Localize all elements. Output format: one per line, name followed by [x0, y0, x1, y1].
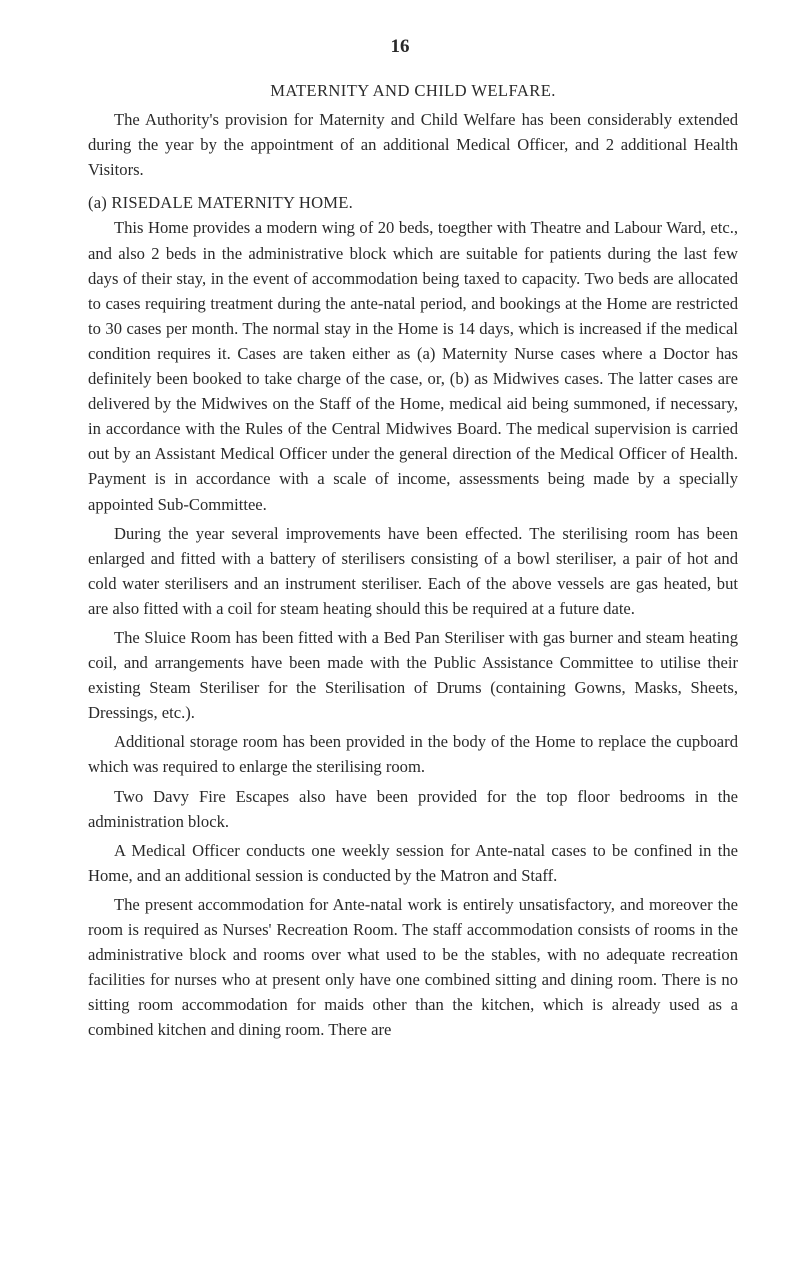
paragraph-sterilising-room: During the year several improvements have been effected. The sterilising room has been enlarged and fitted with a battery of sterilisers consisting of a bowl steriliser, a pair of hot and cold water sterilisers and an instrument steriliser. Each of the above vessels are gas heated, but are also fitted with a coil for steam heating should this be required at a future date.: [88, 523, 738, 618]
paragraph-accommodation: The present accommodation for Ante-natal work is entirely unsatisfactory, and moreover the room is required as Nurses' Recreation Room. The staff accommodation consists of rooms in the administrative block and rooms over what used to be the stables, with no adequate recreation facilities for nurses who at present only have one combined sitting and dining room. There is no sitting room accommodation for maids other than the kitchen, which is already used as a combined kitchen and dining room. There are: [88, 894, 738, 1040]
paragraph-fire-escapes: Two Davy Fire Escapes also have been provided for the top floor bedrooms in the administration block.: [88, 786, 738, 831]
paragraph-ante-natal-sessions: A Medical Officer conducts one weekly session for Ante-natal cases to be confined in the Home, and an additional session is conducted by the Matron and Staff.: [88, 840, 738, 885]
paragraph-storage-room: Additional storage room has been provided in the body of the Home to replace the cupboard which was required to enlarge the sterilising room.: [88, 732, 738, 777]
document-body: [88, 78, 738, 1042]
paragraph-home-description: This Home provides a modern wing of 20 beds, toegther with Theatre and Labour Ward, etc., and also 2 beds in the administrative block which are suitable for patients during the last few days of their stay, in the event of accommodation being taxed to capacity. Two beds are allocated to cases requiring treatment during the ante-natal period, and bookings at the Home are restricted to 30 cases per month. The normal stay in the Home is 14 days, which is increased if the medical condition requires it. Cases are taken either as (a) Maternity Nurse cases where a Doctor has definitely been booked to take charge of the case, or, (b) as Midwives cases. The latter cases are delivered by the Midwives on the Staff of the Home, medical aid being summoned, if necessary, in accordance with the Rules of the Central Midwives Board. The medical supervision is carried out by an Assistant Medical Officer under the general direction of the Medical Officer of Health. Payment is in accordance with a scale of income, assessments being made by a specially appointed Sub-Committee.: [88, 218, 738, 514]
intro-paragraph: The Authority's provision for Maternity and Child Welfare has been considerably extended during the year by the appointment of an additional Medical Officer, and 2 additional Health Visitors.: [88, 110, 738, 180]
paragraph-sluice-room: The Sluice Room has been fitted with a Bed Pan Steriliser with gas burner and steam heating coil, and arrangements have been made with the Public Assistance Committee to utilise their existing Steam Steriliser for the Sterilisation of Drums (containing Gowns, Masks, Sheets, Dressings, etc.).: [88, 627, 738, 723]
section-title: MATERNITY AND CHILD WELFARE.: [270, 81, 556, 100]
page-number: 16: [390, 36, 410, 57]
section-a-heading: (a) RISEDALE MATERNITY HOME.: [88, 193, 353, 213]
